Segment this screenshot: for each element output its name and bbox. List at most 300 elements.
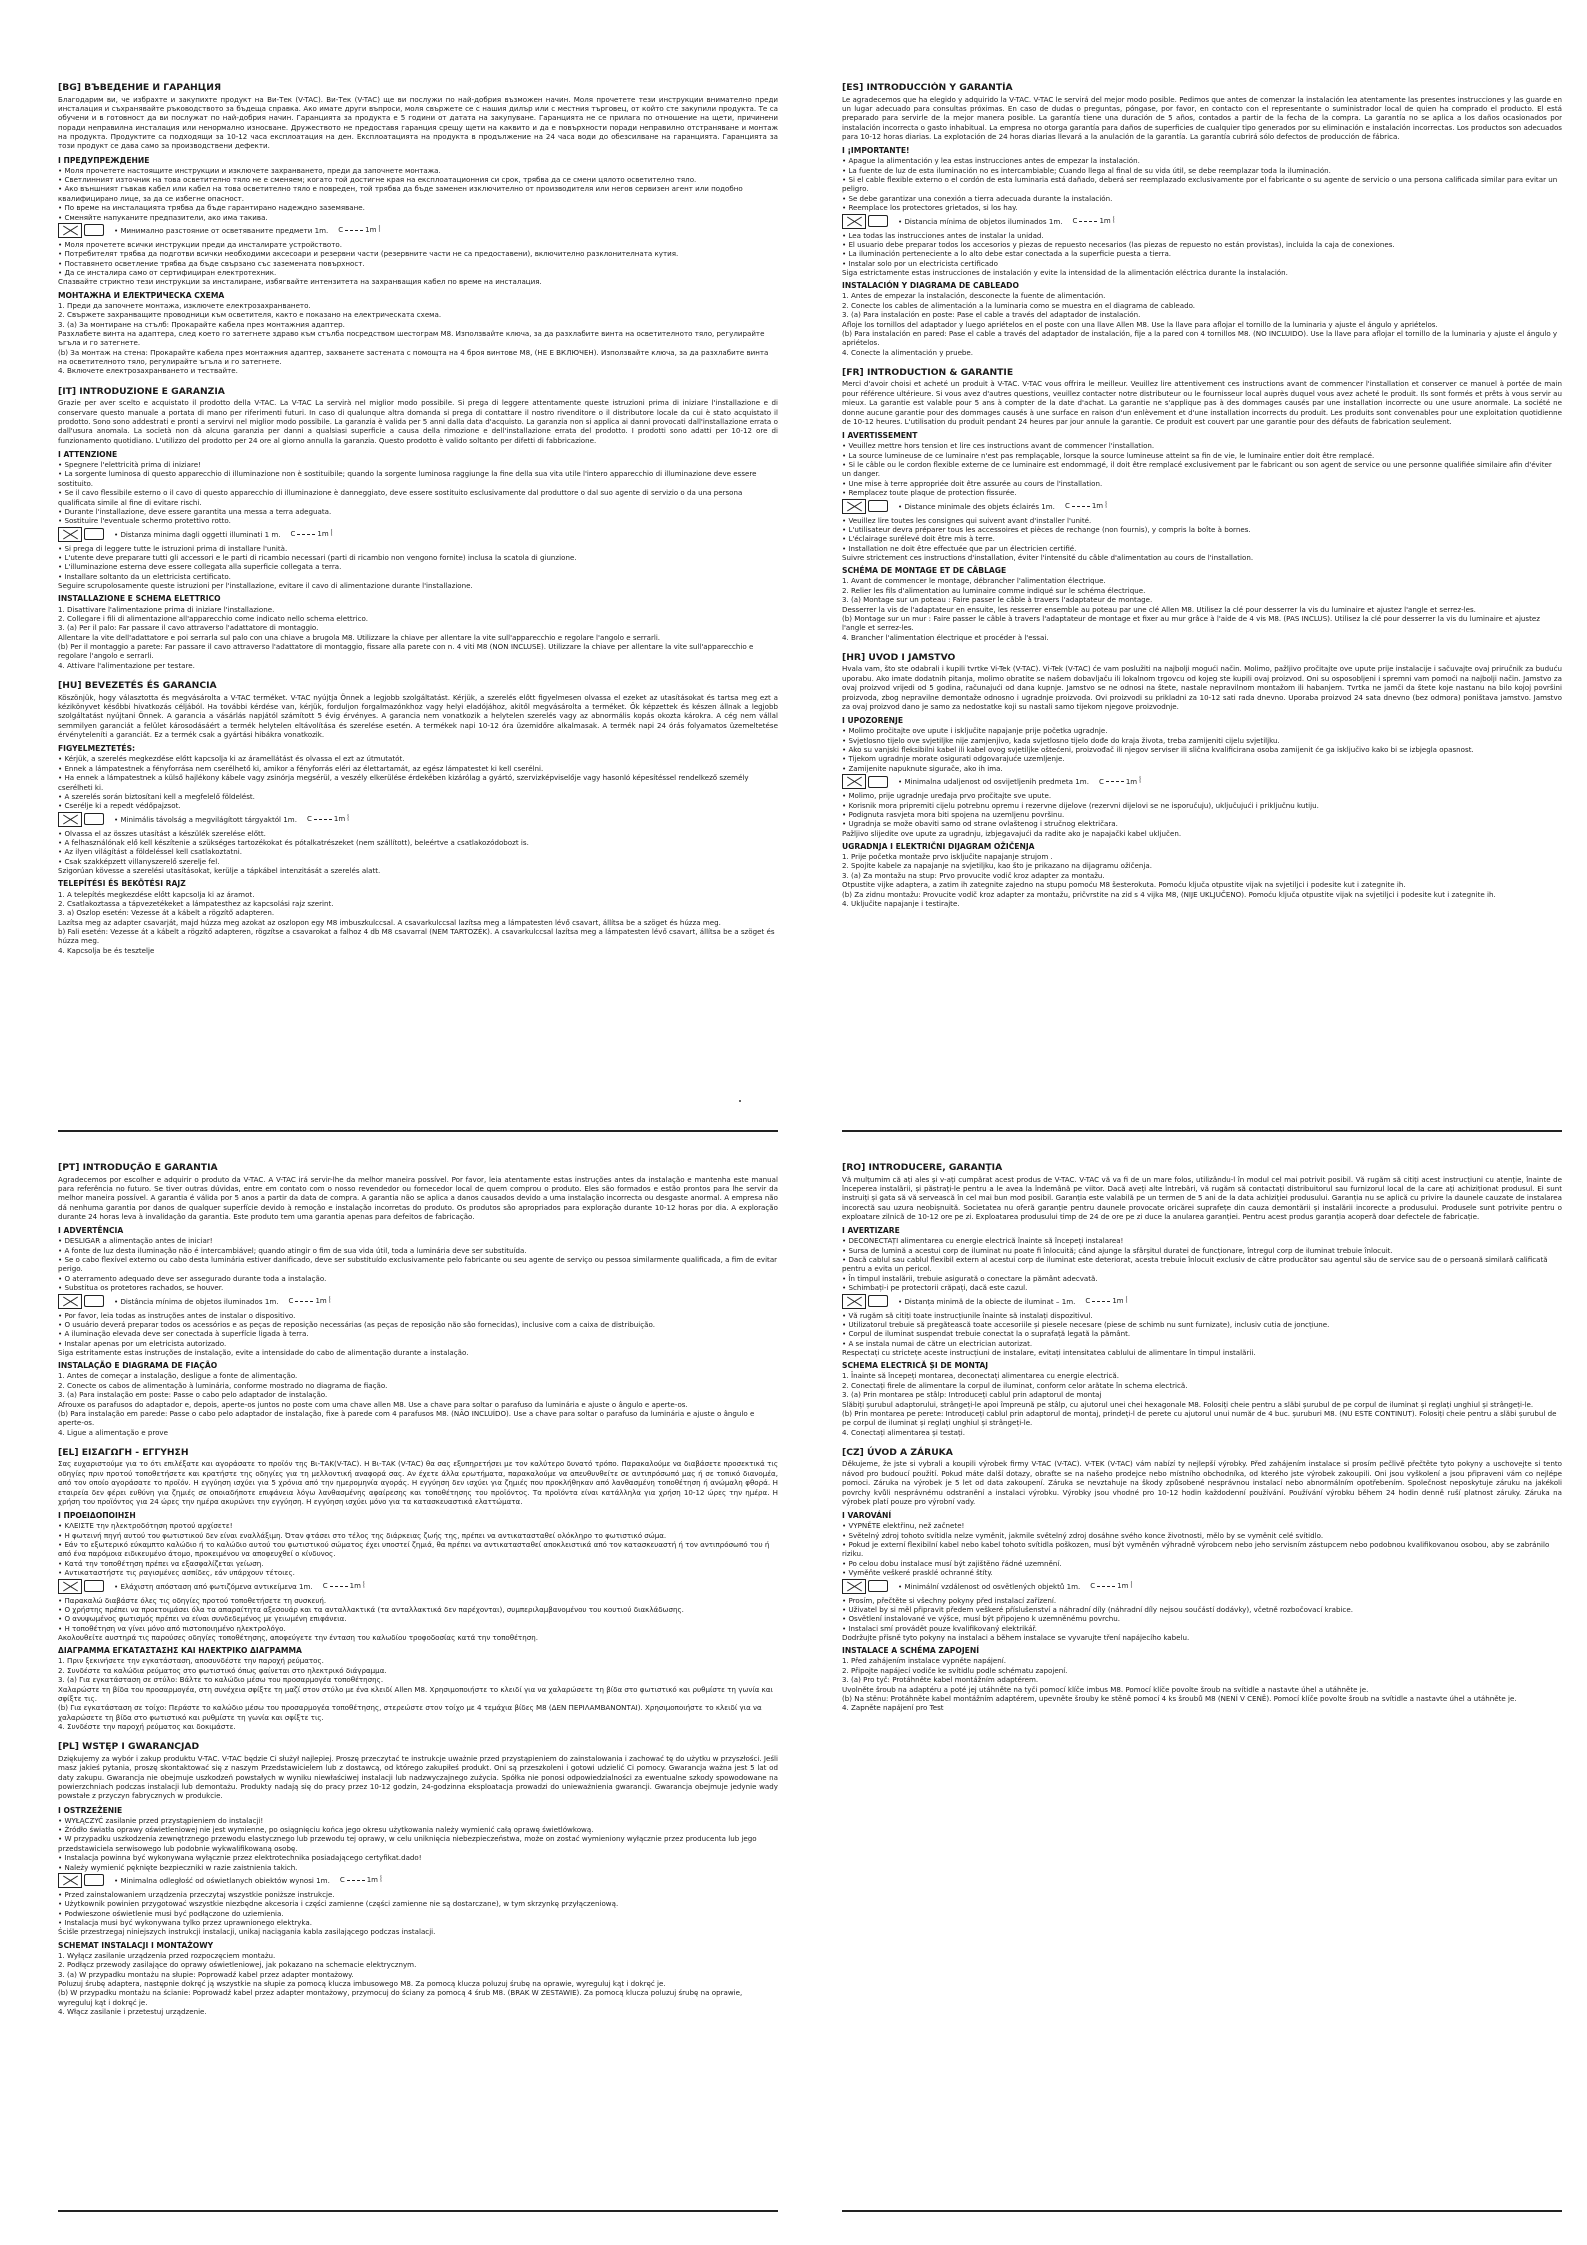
min-distance-text: • Minimalna odległość od oświetlanych obiektów wynosi 1m.: [114, 1875, 330, 1885]
warning-item: • Corpul de iluminat suspendat trebuie conectat la o suprafață legată la pământ.: [842, 1329, 1131, 1339]
installation-step: 2. Συνδέστε τα καλώδια ρεύματος στο φωτιστικό όπως φαίνεται στο ηλεκτρικό διάγραμμα.: [58, 1665, 387, 1675]
warning-heading: I AVERTIZARE: [842, 1226, 900, 1236]
installation-step: (b) Montage sur un mur : Faire passer le câble à travers l'adaptateur de montage et fixer au mur grâce à l'aide de 4 vis M8. (PAS INCLUS). Utilisez la clé pour desserrer la vis du luminaire et ajustez l'angle et serrez-les.: [842, 613, 1540, 633]
page-bottom-rule: [842, 1130, 1562, 1132]
installation-heading: INSTALAÇÃO E DIAGRAMA DE FIAÇÃO: [58, 1361, 218, 1371]
warning-item: • Αντικαταστήστε τις ραγισμένες ασπίδες, εάν υπάρχουν τέτοιες.: [58, 1568, 295, 1578]
lamp-icon: [84, 1580, 104, 1592]
warning-item: Dodržujte přísně tyto pokyny na instalaci a během instalace se vyvarujte tření napájecího kabelu.: [842, 1632, 1190, 1642]
warning-heading: FIGYELMEZTETÉS:: [58, 744, 136, 754]
section-title: [IT] INTRODUZIONE E GARANZIA: [58, 385, 225, 397]
warning-item: • Поставянето осветление трябва да бъде свързано със заземената повърхност.: [58, 258, 365, 268]
language-section: [842, 652, 1562, 908]
intro-paragraph: Hvala vam, što ste odabrali i kupili tvrtke Vi-Tek (V-TAC). Vi-Tek (V-TAC) će vam poslužiti na najbolji mogući način. Molimo, pažljivo pročitajte ove upute prije instalacije i sačuvajte ovaj priručnik za buduću uporabu. Ako imate dodatnih pitanja, molimo obratite se našem dobavljaču ili lokalnom trgovcu od kojeg ste kupili ovaj proizvod. Oni su osposobljeni i spremni vam pomoći na najbolji način. Jamstvo za ovaj proizvod vrijedi od 5 godina, računajući od dana kupnje. Jamstvo se ne odnosi na štete, nastale nepravilnom montažom ili habanjem. Tvrtka ne jamči da štete koje nastanu na bilo kojoj površini proizvoda, zbog nepravilne demontaže odnosno i ugradnje proizvoda. Ovi proizvodi su prikladni za 10-12 sati rada dnevno. Uporaba proizvod 24 sata dnevno (bez odmora) poništava jamstvo. Jamstvo za ovaj proizvod dano je samo za nedostatke koji su nastali samo tijekom njegove proizvodnje.: [842, 664, 1562, 711]
warning-item: • Apague la alimentación y lea estas instrucciones antes de empezar la instalación.: [842, 156, 1140, 166]
lamp-icon: [868, 1295, 888, 1307]
page-bottom-right: [842, 1162, 1562, 2212]
warning-item: • Po celou dobu instalace musí být zajištěno řádné uzemnění.: [842, 1558, 1062, 1568]
installation-step: 2. Conecte os cabos de alimentação à luminária, conforme mostrado no diagrama de fiação.: [58, 1380, 388, 1390]
section-title: [CZ] ÚVOD A ZÁRUKA: [842, 1446, 953, 1458]
intro-paragraph: Děkujeme, že jste si vybrali a koupili výrobek firmy V-TAC (V-TAC). V-TEK (V-TAC) vám nabízí ty nejlepší výrobky. Před zahájením instalace si prosím pečlivě přečtěte tyto pokyny a uschovejte si tento návod pro budoucí použití. Pokud máte další dotazy, obraťte se na našeho prodejce nebo místního obchodníka, od kterého jste výrobek zakoupili. Oni jsou vyškolení a jsou připraveni vám co nejlépe pomoci. Záruka na výrobek je 5 let od data zakoupení. Záruka se nevztahuje na škody způsobené nesprávnou instalací nebo abnormálním opotřebením. Společnost neposkytuje záruku na jakékoli povrchy kvůli nesprávnému odstranění a instalaci výrobku. Výrobky jsou vhodné pro 10-12 hodin každodenní používání. Používání výrobku během 24 hodin denně ruší platnost záruky. Záruka na výrobek platí pouze pro výrobní vady.: [842, 1459, 1562, 1506]
no-cover-icon: [58, 527, 82, 542]
warning-item: • Sostituire l'eventuale schermo protettivo rotto.: [58, 516, 231, 526]
warning-item: Спазвайте стриктно тези инструкции за инсталиране, избягвайте интензитета на захранващия кабел по време на инсталация.: [58, 277, 542, 287]
installation-step: 3. (a) Pro tyč: Protáhněte kabel montážním adaptérem.: [842, 1675, 1039, 1685]
distance-icon: C 1m ⦚: [306, 813, 350, 824]
installation-step: 2. Relier les fils d'alimentation au luminaire comme indiqué sur le schéma électrique.: [842, 585, 1146, 595]
warning-item: • Si le câble ou le cordon flexible externe de ce luminaire est endommagé, il doit être remplacé exclusivement par le fabricant ou son agent de service ou une personne qualifiée similaire afin d'éviter un danger.: [842, 460, 1552, 479]
installation-heading: INSTALACIÓN Y DIAGRAMA DE CABLEADO: [842, 281, 1019, 291]
intro-paragraph: Благодарим ви, че избрахте и закупихте продукт на Ви-Тек (V-TAC). Ви-Тек (V-TAC) ще ви послужи по най-добрия възможен начин. Моля прочетете тези инструкции внимателно преди инсталация и съхранявайте ръководството за бъдеща справка. Ако имате други въпроси, моля свържете се с нашия дилър или с местния търговец, от който сте закупили продукта. Те са обучени и в готовност да ви послужат по най-добрия начин. Гаранцията за продукта е 5 години от датата на закупуване. Гаранцията не се прилага по отношение на щети, причинени поради неправилна инсталация или ненормално износване. Дружеството не предоставя гаранция срещу щети на каквито и да е повърхности поради неправилно отстраняване и монтаж на продукта. Продуктите са подходящи за 10-12 часа експлоатация на ден. Експлоатацията на продукта в продължение на 24 часа води до обезсилване на гаранцията. Гаранцията за този продукт се дава само за производствени дефекти.: [58, 94, 778, 151]
installation-step: 2. Připojte napájecí vodiče ke svítidlu podle schématu zapojení.: [842, 1665, 1068, 1675]
symbol-group: [842, 1294, 888, 1309]
warning-item: • În timpul instalării, trebuie asigurată o conectare la pământ adecvată.: [842, 1273, 1098, 1283]
symbol-row: [842, 1294, 1562, 1309]
no-cover-icon: [842, 499, 866, 514]
warning-item: • La iluminación perteneciente a lo alto debe estar conectada a la superficie puesta a tierra.: [842, 249, 1172, 259]
warning-item: • Sursa de lumină a acestui corp de iluminat nu poate fi înlocuită; când ajunge la sfârșitul duratei de funcționare, întregul corp de iluminat trebuie înlocuit.: [842, 1245, 1393, 1255]
installation-step: 3. (a) Para instalación en poste: Pase el cable a través del adaptador de instalación.: [842, 310, 1141, 320]
installation-step: 2. Conectați firele de alimentare la corpul de iluminat, conform celor arătate în schema electrică.: [842, 1380, 1188, 1390]
warning-item: • Schimbați-i pe protectorii crăpați, dacă este cazul.: [842, 1283, 1028, 1293]
installation-step: 3. (a) W przypadku montażu na słupie: Poprowadź kabel przez adapter montażowy.: [58, 1969, 354, 1979]
warning-item: • Installare soltanto da un elettricista certificato.: [58, 571, 231, 581]
page-bottom-rule: [58, 2210, 778, 2212]
warning-item: • Instalar solo por un electricista certificado: [842, 258, 998, 268]
warning-item: • Pokud je externí flexibilní kabel nebo kabel tohoto svítidla poškozen, musí být vyměněn výhradně výrobcem nebo jeho servisním zástupcem nebo podobnou kvalifikovanou osobou, aby se zabránilo riziku.: [842, 1540, 1550, 1559]
warning-item: • Molimo, prije ugradnje uređaja prvo pročitajte sve upute.: [842, 791, 1052, 801]
language-section: [58, 1447, 778, 1731]
language-section: [58, 1741, 778, 2016]
installation-step: 3. (a) Za montažu na stup: Prvo provucite vodič kroz adapter za montažu.: [842, 870, 1105, 880]
installation-step: (b) Za zidnu montažu: Provucite vodič kroz adapter za montažu, pričvrstite na zid s 4 vijka M8, (NIJE UKLJUČENO). Pomoću ključa otpustite vijak na svjetiljci i podesite kut i zategnite ih.: [842, 889, 1496, 899]
no-cover-icon: [842, 774, 866, 789]
warning-item: • A fonte de luz desta iluminação não é intercambiável; quando atingir o fim de sua vida útil, toda a luminária deve ser substituída.: [58, 1245, 527, 1255]
section-title: [PL] WSTĘP I GWARANCJAD: [58, 1741, 200, 1753]
warning-item: • Substitua os protetores rachados, se houver.: [58, 1283, 224, 1293]
warning-item: • Cserélje ki a repedt védőpajzsot.: [58, 801, 181, 811]
warning-item: • Se debe garantizar una conexión a tierra adecuada durante la instalación.: [842, 193, 1113, 203]
warning-item: Pažljivo slijedite ove upute za ugradnju, izbjegavajući da radite ako je napajački kabel uključen.: [842, 828, 1182, 838]
min-distance-text: • Minimální vzdálenost od osvětlených objektů 1m.: [898, 1581, 1081, 1591]
installation-step: 3. a) Oszlop esetén: Vezesse át a kábelt a rögzítő adapteren.: [58, 908, 275, 918]
warning-item: Ακολουθείτε αυστηρά τις παρούσες οδηγίες τοποθέτησης, αποφεύγετε την ένταση του καλωδίου τροφοδοσίας κατά την τοποθέτηση.: [58, 1632, 538, 1642]
symbol-row: [842, 774, 1562, 789]
warning-item: • Se o cabo flexível externo ou cabo desta luminária estiver danificado, deve ser substituído exclusivamente pelo fabricante ou seu agente de serviço ou pessoa similarmente qualificada, a fim de evitar perigo.: [58, 1255, 778, 1274]
no-cover-icon: [58, 223, 82, 238]
warning-heading: I ¡IMPORTANTE!: [842, 146, 910, 156]
symbol-row: [842, 499, 1562, 514]
warning-item: • Si prega di leggere tutte le istruzioni prima di installare l'unità.: [58, 543, 288, 553]
warning-item: • Светлинният източник на това осветително тяло не е сменяем; когато той достигне края на експлоатационния си срок, трябва да се смени цялото осветително тяло.: [58, 175, 697, 185]
language-section: [842, 82, 1562, 357]
no-cover-icon: [842, 1579, 866, 1594]
installation-step: Otpustite vijke adaptera, a zatim ih zategnite zajedno na stupu pomoću M8 šesterokuta. Pomoću ključa otpustite vijak na svjetiljci i podesite kut i zategnite ih.: [842, 880, 1406, 890]
warning-item: • Podwieszone oświetlenie musi być podłączone do uziemienia.: [58, 1908, 284, 1918]
warning-item: • El usuario debe preparar todos los accesorios y piezas de repuesto necesarios (las piezas de repuesto no están provistas), incluida la caja de conexiones.: [842, 239, 1395, 249]
min-distance-text: • Distance minimale des objets éclairés 1m.: [898, 501, 1055, 511]
page-bottom-rule: [58, 1130, 778, 1132]
installation-step: 4. Attivare l'alimentazione per testare.: [58, 660, 195, 670]
installation-heading: SCHEMA ELECTRICĂ ȘI DE MONTAJ: [842, 1361, 989, 1371]
distance-icon: C 1m ⦚: [1072, 215, 1115, 226]
warning-item: • DESLIGAR a alimentação antes de iniciar!: [58, 1236, 213, 1246]
warning-item: • Svjetlosno tijelo ove svjetiljke nije zamjenjivo, kada svjetlosno tijelo dođe do kraja života, treba zamijeniti cijelu svjetiljku.: [842, 735, 1280, 745]
warning-item: • Une mise à terre appropriée doit être assurée au cours de l'installation.: [842, 478, 1103, 488]
installation-step: Allentare la vite dell'adattatore e poi serrarla sul palo con una chiave a brugola M8. Utilizzare la chiave per allentare la vite sull'apparecchio e regolare l'angolo e serrarli.: [58, 632, 661, 642]
installation-step: 3. (a) За монтиране на стълб: Прокарайте кабела през монтажния адаптер.: [58, 319, 345, 329]
installation-step: 3. (a) Prin montarea pe stâlp: Introduceți cablul prin adaptorul de montaj: [842, 1390, 1102, 1400]
installation-step: 1. Antes de começar a instalação, desligue a fonte de alimentação.: [58, 1371, 298, 1381]
installation-heading: UGRADNJA I ELEKTRIČNI DIJAGRAM OŽIČENJA: [842, 841, 1035, 851]
lamp-icon: [868, 1580, 888, 1592]
installation-step: (b) За монтаж на стена: Прокарайте кабела през монтажния адаптер, захванете застената с помощта на 4 броя винтове M8, (НЕ Е ВКЛЮЧЕН). Използвайте ключа, за да разхлабите винта на осветителното тяло, регулирайте ъгъла и го затегнете.: [58, 347, 769, 366]
installation-step: (b) W przypadku montażu na ścianie: Poprowadź kabel przez adapter montażowy, przymocuj do ściany za pomocą 4 śrub M8. (BRAK W ZESTAWIE). Za pomocą klucza poluzuj śrubę na oprawie, wyreguluj kąt i dokręć je.: [58, 1988, 743, 2007]
warning-item: • Az ilyen világítást a földeléssel kell csatlakoztatni.: [58, 847, 242, 857]
warning-item: • По време на инсталацията трябва да бъде гарантирано надеждно заземяване.: [58, 203, 365, 213]
installation-heading: SCHEMAT INSTALACJI I MONTAŻOWY: [58, 1940, 214, 1950]
installation-step: (b) Na stěnu: Protáhněte kabel montážním adaptérem, upevněte šrouby ke stěně pomocí 4 ks šroubů M8 (NENÍ V CENĚ). Pomocí klíče povolte šroub na svítidle a nastavte úhel a utáhněte je.: [842, 1693, 1517, 1703]
symbol-group: [842, 774, 888, 789]
min-distance-text: • Минимално разстояние от осветяваните предмети 1m.: [114, 225, 329, 235]
warning-item: • Utilizatorul trebuie să pregătească toate accesoriile și piesele necesare (piese de schimb nu sunt furnizate), inclusiv cutia de joncțiune.: [842, 1319, 1330, 1329]
installation-heading: SCHÉMA DE MONTAGE ET DE CÂBLAGE: [842, 566, 1007, 576]
symbol-group: [842, 214, 888, 229]
intro-paragraph: Köszönjük, hogy választotta és megvásárolta a V-TAC terméket. V-TAC nyújtja Önnek a legjobb szolgáltatást. Kérjük, a szerelés előtt figyelmesen olvassa el ezeket az utasításokat és tartsa meg ezt a kézikönyvet későbbi hivatkozás céljából. Ha további kérdése van, kérjük, forduljon forgalmazónkhoz vagy helyi eladójához, akitől megvásárolta a terméket. Ők képzettek és készen állnak a legjobb szolgáltatást nyújtani Önnek. A garancia a vásárlás napjától számított 5 évig érvényes. A garancia nem vonatkozik a helytelen szerelés vagy az abnormális kopás okozta károkra. A cég nem vállal semmilyen garanciát a felület károsodásáért a termék helytelen eltávolítása és szerelése esetén. A termékek napi 10-12 óra üzemidőre alkalmasak. A termék napi 24 órás folyamatos üzemeltetése érvényteleníti a garanciát. Ez a termék csak a gyártási hibákra vonatkozik.: [58, 692, 778, 739]
warning-item: • Należy wymienić pęknięte bezpieczniki w razie zaistnienia takich.: [58, 1862, 298, 1872]
installation-step: 4. Conectați alimentarea și testați.: [842, 1427, 966, 1437]
warning-item: • Instalacja powinna być wykonywana wyłącznie przez elektrotechnika posiadającego certyfikat.dado!: [58, 1853, 422, 1863]
installation-step: 3. (a) Per il palo: Far passare il cavo attraverso l'adattatore di montaggio.: [58, 623, 319, 633]
lamp-icon: [84, 813, 104, 825]
warning-heading: I VAROVÁNÍ: [842, 1511, 892, 1521]
intro-paragraph: Le agradecemos que ha elegido y adquirido la V-TAC. V-TAC le servirá del mejor modo posible. Pedimos que antes de comenzar la instalación lea atentamente las presentes instrucciones y las guarde en un lugar adecuado para consultas próximas. En caso de dudas o preguntas, póngase, por favor, en contacto con el representante o suministrador local de quien ha comprado el producto. El está preparado para servirle de la mejor manera posible. La garantía tiene una duración de 5 años, contados a partir de la fecha de la compra. La garantía no se aplica a los daños ocasionados por instalación incorrecta o gasto inhabitual. La empresa no otorga garantía para daños de superficies de cualquier tipo generados por su eliminación e instalación incorrectas. Los productos son adecuados para 10-12 horas diarias. La explotación de 24 horas diarias llevará a la anulación de la garantía. La garantía cubrirá sólo defectos de producción de fábrica.: [842, 94, 1562, 141]
language-section: [58, 386, 778, 670]
lamp-icon: [868, 500, 888, 512]
installation-step: 1. Преди да започнете монтажа, изключете електрозахранването.: [58, 300, 311, 310]
warning-item: • Ο χρήστης πρέπει να προετοιμάσει όλα τα απαραίτητα αξεσουάρ και τα ανταλλακτικά (τα ανταλλακτικά δεν παρέχονται), συμπεριλαμβανομένου του κουτιού διακλάδωσης.: [58, 1604, 684, 1614]
page-top-left: [58, 82, 778, 1132]
installation-step: (b) Για εγκατάσταση σε τοίχο: Περάστε το καλώδιο μέσω του προσαρμογέα τοποθέτησης, στερεώστε στον τοίχο με 4 τεμάχια βίδες M8 (ΔΕΝ ΠΕΡΙΛΑΜΒΑΝΟΝΤΑΙ). Χρησιμοποιήστε το κλειδί για να χαλαρώσετε τη βίδα στο φωτιστικό και ρυθμίστε τη γωνία και σφίξτε τις.: [58, 1703, 762, 1722]
warning-item: • Vyměňte veškeré prasklé ochranné štíty.: [842, 1568, 993, 1578]
warning-item: • DECONECTAȚI alimentarea cu energie electrică înainte să începeți instalarea!: [842, 1236, 1124, 1246]
lamp-icon: [84, 1295, 104, 1307]
warning-item: • Użytkownik powinien przygotować wszystkie niezbędne akcesoria i części zamienne (części zamienne nie są dostarczane), w tym skrzynkę przyłączeniową.: [58, 1899, 619, 1909]
symbol-group: [58, 1294, 104, 1309]
intro-paragraph: Dziękujemy za wybór i zakup produktu V-TAC. V-TAC będzie Ci służył najlepiej. Proszę przeczytać te instrukcje uważnie przed przystąpieniem do zainstalowania i zachować tę do użytku w przyszłości. Jeśli masz jakieś pytania, proszę skontaktować się z naszym Przedstawicielem lub z dostawcą, od którego zakupiłeś produkt. Oni są przeszkoleni i gotowi udzielić Ci pomocy. Gwarancja ważna jest 5 lat od daty zakupu. Gwarancja nie obejmuje uszkodzeń powstałych w wyniku niewłaściwej instalacji lub nadzwyczajnego zużycia. Spółka nie ponosi odpowiedzialności za ewentualne szkody spowodowane na powierzchniach podczas instalacji lub demontażu. Produkty nadają się do pracy przez 10-12 godzin, 24-godzinna eksploatacja prowadzi do unieważnienia gwarancji. Gwarancja obejmuje jedynie wady powstałe z przyczyn fabrycznych w produkcie.: [58, 1753, 778, 1801]
warning-item: • La sorgente luminosa di questo apparecchio di illuminazione non è sostituibile; quando la sorgente luminosa raggiunge la fine della sua vita utile l'intero apparecchio di illuminazione deve essere sostituito.: [58, 469, 757, 488]
warning-item: • Потребителят трябва да подготви всички необходими аксесоари и резервни части (резервните части не са предоставени), включително разклонителната кутия.: [58, 249, 679, 259]
intro-paragraph: Agradecemos por escolher e adquirir o produto da V-TAC. A V-TAC irá servir-lhe da melhor maneira possível. Por favor, leia atentamente estas instruções antes da instalação e mantenha este manual para referência no futuro. Se tiver outras dúvidas, entre em contato com o nosso revendedor ou fornecedor local de quem comprou o produto. Eles são formados e estão prontos para lhe servir da melhor maneira possível. A garantia é válida por 5 anos a partir da data de compra. A garantia não se aplica a danos causados devido a uma instalação incorrecta ou desgaste anormal. A empresa não dá nenhuma garantia por danos de qualquer superfície devido à remoção e instalação incorretas do produto. Os produtos são apropriados para exploração durante 10-12 horas por dia. A exploração durante 24 horas leva à invalidação da garantia. Este produto tem uma garantia apenas para defeitos de fabricação.: [58, 1174, 778, 1221]
intro-paragraph: Σας ευχαριστούμε για το ότι επιλέξατε και αγοράσατε το προϊόν της Βι-ΤΑΚ(V-TAC). Η Βι-ΤΑΚ (V-TAC) θα σας εξυπηρετήσει με τον καλύτερο δυνατό τρόπο. Παρακαλούμε να διαβάσετε προσεκτικά τις οδηγίες πριν προτού τοποθετήσετε και κρατήστε της οδηγίες για τη μελλοντική αναφορά σας. Αν έχετε άλλα ερωτήματα, παρακαλούμε να απευθυνθείτε σε αντιπρόσωπό μας ή σε τοπικό διανομέα, από τον οποίο αγοράσατε το προϊόν. Η εγγύηση ισχύει για 5 χρόνια από την ημερομηνία αγοράς. Η εγγύηση δεν ισχύει για ζημιές που προκλήθηκαν από λανθασμένη τοποθέτηση ή ανώμαλη φθορά. Η εταιρεία δεν φέρει ευθύνη για ζημιές σε οποιαδήποτε επιφάνεια λόγω λανθασμένης αφαίρεσης και τοποθέτησης του προϊόντος. Τα προϊόντα είναι κατάλληλα για χρήση 10-12 ώρες την ημέρα. Η χρήση του προϊόντος για 24 ώρες την ημέρα ακυρώνει την εγγύηση. Η εγγύηση ισχύει μόνο για τα κατασκευαστικά ελαττώματα.: [58, 1459, 778, 1506]
distance-icon: C 1m ⦚: [1098, 776, 1142, 787]
warning-item: • Ако външният гъвкав кабел или кабел на това осветително тяло е повреден, той трябва да бъде заменен изключително от производителя или негов сервизен агент или подобно квалифицирано лице, за да се избегне опасност.: [58, 184, 743, 203]
installation-step: 1. Avant de commencer le montage, débrancher l'alimentation électrique.: [842, 576, 1106, 586]
language-section: [58, 82, 778, 376]
installation-step: 2. Collegare i fili di alimentazione all'apparecchio come indicato nello schema elettrico.: [58, 613, 368, 623]
min-distance-text: • Distancia mínima de objetos iluminados 1m.: [898, 216, 1063, 226]
warning-item: • Сменяйте напуканите предпазители, ако има такива.: [58, 212, 268, 222]
warning-item: • Dacă cablul sau cablul flexibil extern al acestui corp de iluminat este deteriorat, acesta trebuie înlocuit exclusiv de către producător sau agentul său de service sau de o persoană similară calificată pentru a evita un pericol.: [842, 1255, 1548, 1274]
warning-heading: I ATTENZIONE: [58, 450, 118, 459]
installation-step: 1. A telepítés megkezdése előtt kapcsolja ki az áramot.: [58, 889, 255, 899]
installation-step: 2. Свържете захранващите проводници към осветителя, както е показано на електрическата схема.: [58, 310, 442, 320]
warning-item: • L'utilisateur devra préparer tous les accessoires et pièces de rechange (non fournis), y compris la boîte à bornes.: [842, 524, 1251, 534]
installation-step: (b) Para instalación en pared: Pase el cable a través del adaptador de instalación, fije a la pared con 4 tornillos M8. (NO INCLUIDO). Use la llave para aflojar el tornillo de la luminaria y ajuste el ángulo y apriételos.: [842, 328, 1558, 348]
warning-item: • Да се инсталира само от сертифициран електротехник.: [58, 268, 277, 277]
installation-step: 4. Włącz zasilanie i przetestuj urządzenie.: [58, 2006, 207, 2016]
warning-item: • Ugradnja se može obaviti samo od strane ovlaštenog i stručnog električara.: [842, 819, 1118, 829]
warning-item: • Durante l'installazione, deve essere garantita una messa a terra adeguata.: [58, 506, 332, 516]
warning-item: • Моля прочетете всички инструкции преди да инсталирате устройството.: [58, 239, 342, 249]
installation-step: 2. Spojite kabele za napajanje na svjetiljku, kao što je prikazano na dijagramu ožičenja.: [842, 861, 1152, 871]
installation-step: (b) Per il montaggio a parete: Far passare il cavo attraverso l'adattatore di montaggio, fissare alla parete con n. 4 viti M8 (NON INCLUSE). Utilizzare la chiave per allentare la vite sull'apparecchio e regolare l'angolo e serrarli.: [58, 641, 754, 661]
warning-item: • Csak szakképzett villanyszerelő szerelje fel.: [58, 856, 220, 866]
warning-item: Suivre strictement ces instructions d'installation, éviter l'intensité du câble d'alimentation au cours de l'installation.: [842, 552, 1254, 562]
page-bottom-rule: [842, 2210, 1562, 2212]
page-bottom-left: [58, 1162, 778, 2212]
installation-step: 4. Uključite napajanje i testirajte.: [842, 898, 960, 908]
installation-heading: МОНТАЖНА И ЕЛЕКТРИЧЕСКА СХЕМА: [58, 290, 225, 300]
symbol-group: [58, 527, 104, 542]
warning-item: • Vă rugăm să citiți toate instrucțiunile înainte să instalați dispozitivul.: [842, 1310, 1093, 1320]
symbol-row: [58, 1873, 778, 1888]
installation-step: 4. Brancher l'alimentation électrique et procéder à l'essai.: [842, 632, 1049, 642]
warning-item: • O aterramento adequado deve ser assegurado durante toda a instalação.: [58, 1273, 327, 1283]
min-distance-text: • Distanța minimă de la obiecte de iluminat – 1m.: [898, 1296, 1076, 1306]
symbol-row: [58, 527, 778, 542]
installation-step: 4. Ligue a alimentação e prove: [58, 1427, 168, 1437]
distance-icon: C 1m ⦚: [290, 528, 333, 539]
warning-item: Ściśle przestrzegaj niniejszych instrukcji instalacji, unikaj naciągania kabla zasilającego podczas instalacji.: [58, 1927, 436, 1937]
lamp-icon: [84, 1874, 104, 1886]
symbol-row: [842, 214, 1562, 229]
language-section: [842, 367, 1562, 642]
warning-item: • VYPNĚTE elektřinu, než začnete!: [842, 1521, 965, 1531]
warning-item: • Παρακαλώ διαβάστε όλες τις οδηγίες προτού τοποθετήσετε τη συσκευή.: [58, 1595, 327, 1605]
warning-item: • Ο ανυψωμένος φωτισμός πρέπει να είναι συνδεδεμένος με γειωμένη επιφάνεια.: [58, 1614, 347, 1624]
installation-step: Разхлабете винта на адаптера, след което го затегнете здраво към стълба посредством шестограм M8. Използвайте ключа, за да разхлабите винта на осветителното тяло, регулирайте ъгъла и го затегнете.: [58, 328, 765, 348]
no-cover-icon: [58, 1579, 82, 1594]
installation-step: 3. (a) Montage sur un poteau : Faire passer le câble à travers l'adaptateur de montage.: [842, 595, 1153, 605]
warning-item: • W przypadku uszkodzenia zewnętrznego przewodu elastycznego lub przewodu tej oprawy, w celu uniknięcia niebezpieczeństwa, może on zostać wymieniony wyłącznie przez producenta lub jego przedstawiciela serwisowego lub podobnie wykwalifikowaną osobę.: [58, 1834, 757, 1853]
warning-item: • Η φωτεινή πηγή αυτού του φωτιστικού δεν είναι εναλλάξιμη. Όταν φτάσει στο τέλος της διάρκειας ζωής της, πρέπει να αντικατασταθεί ολόκληρο το φωτιστικό σώμα.: [58, 1530, 667, 1540]
installation-step: Slăbiți șurubul adaptorului, strângeți-le apoi împreună pe stâlp, cu ajutorul unei chei hexagonale M8. Folosiți cheie pentru a slăbi șurubul de pe corpul de iluminat și reglați unghiul și strângeți-le.: [842, 1399, 1534, 1409]
installation-step: (b) Prin montarea pe perete: Introduceți cablul prin adaptorul de montaj, prindeți-l de perete cu ajutorul unui număr de 4 buc. șuruburi M8. (NU ESTE CONTINUT). Folosiți cheie pentru a slăbi șurubul de pe corpul de iluminat și reglați unghiul și strângeți-le.: [842, 1408, 1557, 1428]
warning-item: • La fuente de luz de esta iluminación no es intercambiable; Cuando llega al final de su vida útil, se debe reemplazar toda la iluminación.: [842, 165, 1331, 175]
warning-item: • L'illuminazione esterna deve essere collegata alla superficie collegata a terra.: [58, 562, 342, 572]
warning-item: Respectați cu strictețe aceste instrucțiuni de instalare, evitați intensitatea cablului de alimentare în timpul instalării.: [842, 1348, 1256, 1357]
warning-item: Szigorúan kövesse a szerelési utasításokat, kerülje a tápkábel intenzitását a szerelés alatt.: [58, 866, 381, 876]
installation-heading: ΔΙΑΓΡΑΜΜΑ ΕΓΚΑΤΑΣΤΑΣΗΣ ΚΑΙ ΗΛΕΚΤΡΙΚΟ ΔΙΑΓΡΑΜΜΑ: [58, 1646, 302, 1656]
warning-item: • Instalacja musi być wykonywana tylko przez uprawnionego elektryka.: [58, 1917, 312, 1927]
warning-item: Siga estritamente estas instruções de instalação, evite a intensidade do cabo de alimentação durante a instalação.: [58, 1348, 469, 1357]
warning-item: • O usuário deverá preparar todos os acessórios e as peças de reposição necessárias (as peças de reposição não são fornecidas), inclusive com a caixa de distribuição.: [58, 1319, 655, 1329]
installation-step: 4. Συνδέστε την παροχή ρεύματος και δοκιμάστε.: [58, 1721, 236, 1731]
warning-item: • Źródło światła oprawy oświetleniowej nie jest wymienne, po osiągnięciu końca jego okresu użytkowania należy wymienić całą oprawę świetlówkową.: [58, 1825, 594, 1835]
min-distance-text: • Distância mínima de objetos iluminados 1m.: [114, 1296, 279, 1306]
symbol-group: [842, 1579, 888, 1594]
installation-step: Uvolněte šroub na adaptéru a poté jej utáhněte na tyči pomocí klíče imbus M8. Pomocí klíče povolte šroub na svítidle a nastavte úhel a utáhněte je.: [842, 1684, 1369, 1694]
warning-item: • Se il cavo flessibile esterno o il cavo di questo apparecchio di illuminazione è danneggiato, deve essere sostituito esclusivamente dal produttore o dal suo agente di servizio o da una persona qualificata simile al fine di evitare rischi.: [58, 488, 743, 507]
warning-item: • Molimo pročitajte ove upute i isključite napajanje prije početka ugradnje.: [842, 726, 1108, 736]
min-distance-text: • Ελάχιστη απόσταση από φωτιζόμενα αντικείμενα 1m.: [114, 1581, 313, 1591]
installation-heading: INSTALACE A SCHÉMA ZAPOJENÍ: [842, 1646, 980, 1656]
installation-step: (b) Para instalação em parede: Passe o cabo pelo adaptador de instalação, fixe à parede com 4 parafusos M8. (NÃO INCLUÍDO). Use a chave para soltar o parafuso da luminária e ajuste o ângulo e aperte-os.: [58, 1408, 755, 1428]
warning-item: • ΚΛΕΙΣΤΕ την ηλεκτροδότηση προτού αρχίσετε!: [58, 1521, 233, 1531]
installation-step: Desserrer la vis de l'adaptateur en ensuite, les resserrer ensemble au poteau par une clé Allen M8. Utilisez la clé pour desserrer la vis du luminaire et ajustez l'angle et serrez-les.: [842, 604, 1476, 614]
warning-item: • Ennek a lámpatestnek a fényforrása nem cserélhető ki, amikor a fényforrás eléri az élettartamát, az egész lámpatestet ki kell cserélni.: [58, 763, 544, 773]
installation-heading: INSTALLAZIONE E SCHEMA ELETTRICO: [58, 594, 221, 604]
language-section: [58, 1162, 778, 1437]
section-title: [BG] ВЪВЕДЕНИЕ И ГАРАНЦИЯ: [58, 82, 222, 93]
lamp-icon: [868, 215, 888, 227]
language-section: [842, 1447, 1562, 1713]
distance-icon: C 1m ⦚: [338, 224, 381, 235]
installation-step: 4. Включете електрозахранването и тествайте.: [58, 366, 238, 376]
warning-item: • Spegnere l'elettricità prima di iniziare!: [58, 460, 201, 470]
warning-heading: I OSTRZEŻENIE: [58, 1805, 123, 1815]
symbol-group: [58, 812, 104, 827]
installation-step: 4. Kapcsolja be és tesztelje: [58, 945, 155, 955]
distance-icon: C 1m ⦚: [288, 1295, 331, 1306]
warning-item: • WYŁĄCZYĆ zasilanie przed przystąpieniem do instalacji!: [58, 1815, 264, 1825]
warning-heading: I ПРЕДУПРЕЖДЕНИЕ: [58, 155, 150, 165]
symbol-group: [842, 499, 888, 514]
min-distance-text: • Distanza minima dagli oggetti illuminati 1 m.: [114, 529, 281, 539]
distance-icon: C 1m ⦚: [1090, 1580, 1133, 1591]
warning-heading: I AVERTISSEMENT: [842, 431, 918, 441]
warning-item: • Uživatel by si měl připravit předem veškeré příslušenství a náhradní díly (náhradní díly nejsou součástí dodávky), včetně rozbočovací krabice.: [842, 1604, 1353, 1614]
warning-item: • Ako su vanjski fleksibilni kabel ili kabel ovog svjetiljke oštećeni, proizvođač ili njegov serviser ili slična kvalificirana osoba zamijenit će ga isključivo kako bi se izbjegla opasnost.: [842, 745, 1474, 755]
no-cover-icon: [58, 1294, 82, 1309]
installation-step: 4. Zapněte napájení pro Test: [842, 1703, 944, 1713]
installation-step: 1. Před zahájením instalace vypněte napájení.: [842, 1656, 1006, 1666]
warning-item: • Εάν το εξωτερικό εύκαμπτο καλώδιο ή το καλώδιο αυτού του φωτιστικού σώματος έχει υποστεί ζημιά, θα πρέπει να αντικατασταθεί αποκλειστικά από τον κατασκευαστή ή τον αντιπρόσωπό του ή από ένα παρόμοια ειδικευμένο άτομο, προκειμένου να αποφευχθεί ο κίνδυνος.: [58, 1540, 770, 1559]
distance-icon: C 1m ⦚: [322, 1580, 365, 1591]
warning-item: • Veuillez mettre hors tension et lire ces instructions avant de commencer l'installation.: [842, 441, 1155, 451]
distance-icon: C 1m ⦚: [1085, 1295, 1128, 1306]
warning-item: • Kérjük, a szerelés megkezdése előtt kapcsolja ki az áramellátást és olvassa el ezt az útmutatót.: [58, 754, 405, 764]
warning-item: • A felhasználónak elő kell készítenie a szükséges tartozékokat és pótalkatrészeket (nem szállított), beleértve a csatlakozódobozt is.: [58, 837, 529, 847]
warning-item: Seguire scrupolosamente queste istruzioni per l'installazione, evitare il cavo di alimentazione durante l'installazione.: [58, 581, 473, 591]
min-distance-text: • Minimális távolság a megvilágított tárgyaktól 1m.: [114, 814, 297, 824]
warning-item: • L'éclairage surélevé doit être mis à terre.: [842, 534, 995, 544]
warning-item: • Tijekom ugradnje morate osigurati odgovarajuće uzemljenje.: [842, 754, 1065, 764]
warning-item: • Κατά την τοποθέτηση πρέπει να εξασφαλίζεται γείωση.: [58, 1558, 264, 1568]
symbol-row: [58, 812, 778, 827]
installation-step: Afloje los tornillos del adaptador y luego apriételos en el poste con una llave Allen M8. Use la llave para aflojar el tornillo de la luminaria y ajuste el ángulo y apriételos.: [842, 319, 1438, 329]
warning-heading: I ADVERTÊNCIA: [58, 1226, 124, 1236]
section-title: [HR] UVOD I JAMSTVO: [842, 651, 956, 663]
installation-step: 2. Csatlakoztassa a tápvezetékeket a lámpatesthez az kapcsolási rajz szerint.: [58, 898, 334, 908]
symbol-row: [58, 1579, 778, 1594]
warning-item: • Reemplace los protectores grietados, si los hay.: [842, 203, 1018, 213]
warning-item: • Zamijenite napuknute sigurače, ako ih ima.: [842, 763, 1003, 773]
installation-step: 3. (a) Para instalação em poste: Passe o cabo pelo adaptador de instalação.: [58, 1390, 328, 1400]
lamp-icon: [84, 224, 104, 236]
min-distance-text: • Minimalna udaljenost od osvijetljenih predmeta 1m.: [898, 777, 1089, 787]
warning-item: • Světelný zdroj tohoto svítidla nelze vyměnit, jakmile světelný zdroj dosáhne svého konce životnosti, mělo by se vyměnit celé svítidlo.: [842, 1530, 1324, 1540]
installation-step: 3. (a) Για εγκατάσταση σε στύλο: Βάλτε το καλώδιο μέσω του προσαρμογέα τοποθέτησης.: [58, 1675, 384, 1685]
installation-step: Χαλαρώστε τη βίδα του προσαρμογέα, στη συνέχεια σφίξτε τη μαζί στον στύλο με ένα κλειδί Allen M8. Χρησιμοποιήστε το κλειδί για να χαλαρώσετε τη βίδα στο φωτιστικό και ρυθμίστε τη γωνία και σφίξτε τις.: [58, 1684, 773, 1703]
symbol-row: [58, 1294, 778, 1309]
intro-paragraph: Vă mulțumim că ați ales și v-ați cumpărat acest produs de V-TAC. V-TAC vă va fi de un mare folos, utilizându-l în modul cel mai potrivit posibil. Vă rugăm să citiți acest instrucțiuni cu atenție, înainte de începerea instalării, și păstrați-le pentru a le avea la îndemână pe viitor. Dacă aveți alte întrebări, vă rugăm să contactați distribuitorul sau furnizorul local de la care ați achiziționat produsul. Ei sunt instruiți și gata să vă servească în cel mai bun mod posibil. Garanția este valabilă pe un termen de 5 ani de la data achiziției produsului. Garanția nu se aplică cu privire la daunele cauzate de instalarea incorectă sau uzura neobișnuită. Societatea nu oferă garanție pentru daunele provocate oricărei suprafețe din cauza demontării și instalării incorecte a produsului. Produsele sunt potrivite pentru o exploatare zilnică de 10-12 ore pe zi. Exploatarea produsului timp de 24 de ore pe zi duce la anularea garanției. Pentru acest produs garanția acoperă doar defectele de fabricație.: [842, 1174, 1562, 1221]
warning-item: • A szerelés során biztosítani kell a megfelelő földelést.: [58, 791, 255, 801]
installation-step: Poluzuj śrubę adaptera, następnie dokręć ją wszystkie na słupie za pomocą klucza imbusowego M8. Za pomocą klucza poluzuj śrubę na oprawie, wyreguluj kąt i dokręć je.: [58, 1978, 666, 1988]
warning-item: • Si el cable flexible externo o el cordón de esta luminaria está dañado, deberá ser reemplazado exclusivamente por el fabricante o su agente de servicio o una persona calificada similar para evitar un peligro.: [842, 175, 1558, 194]
warning-item: • Przed zainstalowaniem urządzenia przeczytaj wszystkie poniższe instrukcje.: [58, 1889, 335, 1899]
warning-heading: I ΠΡΟΕΙΔΟΠΟΙΗΣΗ: [58, 1511, 136, 1521]
warning-item: • Моля прочетете настоящите инструкции и изключете захранването, преди да започнете монтажа.: [58, 165, 441, 175]
symbol-group: [58, 1579, 104, 1594]
installation-step: 1. Wyłącz zasilanie urządzenia przed rozpoczęciem montażu.: [58, 1950, 276, 1960]
warning-item: • Osvětlení instalované ve výšce, musí být připojeno k uzemněnému povrchu.: [842, 1614, 1120, 1624]
lamp-icon: [868, 776, 888, 788]
distance-icon: C 1m ⦚: [339, 1874, 382, 1885]
installation-step: 1. Antes de empezar la instalación, desconecte la fuente de alimentación.: [842, 291, 1106, 301]
warning-item: • A iluminação elevada deve ser conectada à superfície ligada à terra.: [58, 1329, 309, 1339]
warning-item: • Ha ennek a lámpatestnek a külső hajlékony kábele vagy zsinórja megsérül, a veszély elkerülése érdekében kizárólag a gyártó, szervizképviselője vagy hasonló képesítéssel rendelkező személy cserélheti ki.: [58, 773, 749, 792]
installation-step: 2. Conecte los cables de alimentación a la luminaria como se muestra en el diagrama de cableado.: [842, 300, 1196, 310]
warning-item: • Por favor, leia todas as instruções antes de instalar o dispositivo.: [58, 1310, 296, 1320]
installation-step: 4. Conecte la alimentación y pruebe.: [842, 347, 974, 357]
no-cover-icon: [58, 812, 82, 827]
installation-step: 2. Podłącz przewody zasilające do oprawy oświetleniowej, jak pokazano na schemacie elektrycznym.: [58, 1960, 417, 1970]
warning-item: • Remplacez toute plaque de protection fissurée.: [842, 488, 1017, 498]
section-title: [FR] INTRODUCTION & GARANTIE: [842, 366, 1014, 378]
warning-item: • Korisnik mora pripremiti cijelu potrebnu opremu i rezervne dijelove (rezervni dijelovi se ne isporučuju), uključujući i priključnu kutiju.: [842, 800, 1319, 810]
warning-item: • Instalaci smí provádět pouze kvalifikovaný elektrikář.: [842, 1623, 1037, 1633]
symbol-group: [58, 223, 104, 238]
lamp-icon: [84, 528, 104, 540]
warning-item: • L'utente deve preparare tutti gli accessori e le parti di ricambio necessari (parti di ricambio non vengono fornite) inclusa la scatola di giunzione.: [58, 552, 577, 562]
installation-heading: TELEPÍTÉSI ÉS BEKÖTÉSI RAJZ: [58, 879, 186, 889]
warning-item: • Η τοποθέτηση να γίνει μόνο από πιστοποιημένο ηλεκτρολόγο.: [58, 1623, 286, 1633]
no-cover-icon: [842, 1294, 866, 1309]
warning-item: • A se instala numai de către un electrician autorizat.: [842, 1338, 1033, 1348]
warning-item: • Installation ne doit être effectuée que par un électricien certifié.: [842, 543, 1077, 553]
installation-step: b) Fali esetén: Vezesse át a kábelt a rögzítő adapteren, rögzítse a csavarokat a falhoz 4 db M8 csavarral (NEM TARTOZÉK). A csavarkulccsal lazítsa meg a lámpatesten lévő csavart, állítsa be a szöget és húzza meg.: [58, 926, 775, 946]
warning-heading: I UPOZORENJE: [842, 716, 904, 726]
distance-icon: C 1m ⦚: [1064, 500, 1108, 511]
warning-item: • Podignuta rasvjeta mora biti spojena na uzemljenu površinu.: [842, 809, 1065, 819]
no-cover-icon: [58, 1873, 82, 1888]
section-title: [PT] INTRODUÇÃO E GARANTIA: [58, 1162, 218, 1173]
section-title: [HU] BEVEZETÉS ÉS GARANCIA: [58, 680, 217, 692]
symbol-row: [842, 1579, 1562, 1594]
section-title: [EL] ΕΙΣΑΓΩΓΗ - ΕΓΓΥΗΣΗ: [58, 1446, 189, 1458]
language-section: [842, 1162, 1562, 1437]
symbol-row: [58, 223, 778, 238]
installation-step: 1. Înainte să începeți montarea, deconectați alimentarea cu energie electrică.: [842, 1371, 1120, 1381]
intro-paragraph: Grazie per aver scelto e acquistato il prodotto della V-TAC. La V-TAC La servirà nel miglior modo possibile. Si prega di leggere attentamente queste istruzioni prima di iniziare l'installazione e di conservare questo manuale a portata di mano per riferimenti futuri. In caso di qualunque altra domanda si prega di contattare il nostro rivenditore o il distributore locale da cui è stato acquistato il prodotto. Sono sono addestrati e pronti a servirvi nel miglior modo possibile. La garanzia è valida per 5 anni dalla data d'acquisto. La garanzia non si applica ai danni provocati dall'installazione errata o dall'usura anomala. La società non dà alcuna garanzia per danni a qualsiasi superficie a causa della rimozione e dell'installazione errata del prodotto. I prodotti sono adatti per 10-12 ore di funzionamento quotidiano. L'utilizzo del prodotto per 24 ore al giorno annulla la garanzia. Questo prodotto è valido soltanto per difetti di fabbricazione.: [58, 398, 778, 445]
installation-step: 1. Prije početka montaže prvo isključite napajanje strujom .: [842, 852, 1053, 862]
installation-step: Afrouxe os parafusos do adaptador e, depois, aperte-os juntos no poste com uma chave allen M8. Use a chave para soltar o parafuso da luminária e ajuste o ângulo e aperte-os.: [58, 1399, 688, 1409]
warning-item: • Olvassa el az összes utasítást a készülék szerelése előtt.: [58, 828, 266, 838]
section-title: [RO] INTRODUCERE, GARANȚIA: [842, 1162, 1003, 1173]
page-top-right: [842, 82, 1562, 1132]
warning-item: • Instalar apenas por um eletricista autorizado.: [58, 1338, 227, 1348]
warning-item: • Lea todas las instrucciones antes de instalar la unidad.: [842, 230, 1044, 240]
section-title: [ES] INTRODUCCIÓN Y GARANTÍA: [842, 82, 1013, 93]
warning-item: • Veuillez lire toutes les consignes qui suivent avant d'installer l'unité.: [842, 515, 1092, 525]
language-section: [58, 680, 778, 955]
installation-step: 1. Πριν ξεκινήσετε την εγκατάσταση, αποσυνδέστε την παροχή ρεύματος.: [58, 1656, 324, 1666]
warning-item: Siga estrictamente estas instrucciones de instalación y evite la intensidad de la alimentación eléctrica durante la instalación.: [842, 268, 1288, 277]
installation-step: 1. Disattivare l'alimentazione prima di iniziare l'installazione.: [58, 604, 275, 614]
intro-paragraph: Merci d'avoir choisi et acheté un produit à V-TAC. V-TAC vous offrira le meilleur. Veuillez lire attentivement ces instructions avant de commencer l'installation et conserver ce manuel à portée de main pour référence ultérieure. Si vous avez d'autres questions, veuillez contacter notre distributeur ou le fournisseur local auprès duquel vous avez acheté le produit. Ils sont formés et prêts à vous servir au mieux. La garantie est valable pour 5 ans à compter de la date d'achat. La garantie ne s'applique pas à des dommages causés par une installation incorrecte ou une usure anormale. La société ne donne aucune garantie pour des dommages causés à une surface en raison d'un enlèvement et d'une installation incorrects du produit. Les produits sont convenables pour une exploitation quotidienne de 10-12 heures. L'utilisation du produit pendant 24 heures par jour annule la garantie. Ce produit est couvert par une garantie pour des défauts de fabrication seulement.: [842, 379, 1562, 426]
